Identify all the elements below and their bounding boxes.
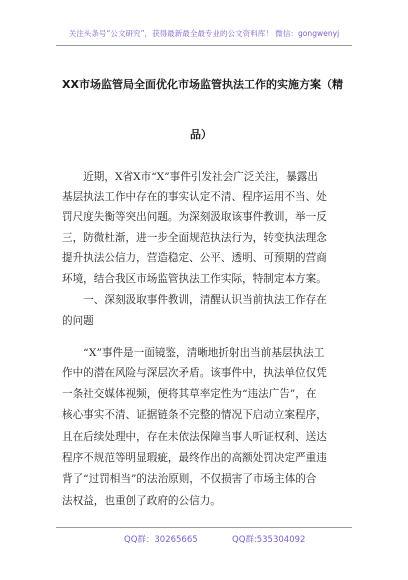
body-line: 环境，结合我区市场监管执法工作实际，特制定本方案。 [62,273,327,285]
section-heading: 一、深刻汲取事件教训，清醒认识当前执法工作存在 [62,294,327,306]
body-line: “X”事件是一面镜鉴，清晰地折射出当前基层执法工 [62,347,325,359]
footer [0,533,408,547]
header-divider [56,45,352,46]
body-line: 背了“过罚相当”的法治原则，不仅损害了市场主体的合 [62,473,317,485]
section-heading-cont: 的问题 [62,315,94,327]
qq-group-right: QQ群:535304092 [232,535,306,545]
body-line: 法权益，也重创了政府的公信力。 [62,495,221,507]
body-line: 核心事实不清、证据链条不完整的情况下启动立案程序， [62,409,327,421]
body-line: 且在后续处理中，存在未依法保障当事人听证权利、送达 [62,431,327,443]
qq-group-left: QQ群：30265665 [124,535,198,545]
body-line: 三，防微杜渐，进一步全面规范执法行为，转变执法理念 [62,232,327,244]
body-line: 基层执法工作中存在的事实认定不清、程序运用不当、处 [62,191,327,203]
body-line: 一条社交媒体视频，便将其草率定性为“违法广告”，在 [62,388,317,400]
body-line: 程序不规范等明显瑕疵，最终作出的高额处罚决定严重违 [62,452,327,464]
footer-divider [56,527,352,528]
document-title: XX市场监管局全面优化市场监管执法工作的实施方案（精 [62,78,343,91]
body-line: 作中的潜在风险与深层次矛盾。该事件中，执法单位仅凭 [62,367,327,379]
body-line: 罚尺度失衡等突出问题。为深刻汲取该事件教训，举一反 [62,211,327,223]
body-line: 近期，X省X市“X”事件引发社会广泛关注，暴露出 [62,171,318,183]
body-line: 提升执法公信力，营造稳定、公平、透明、可预期的营商 [62,252,327,264]
document-title-continuation: 品） [190,128,212,141]
header-banner: 关注头条号“公文研究”，获得最新最全最专业的公文资料库！ 微信：gongwenyj [68,29,340,38]
